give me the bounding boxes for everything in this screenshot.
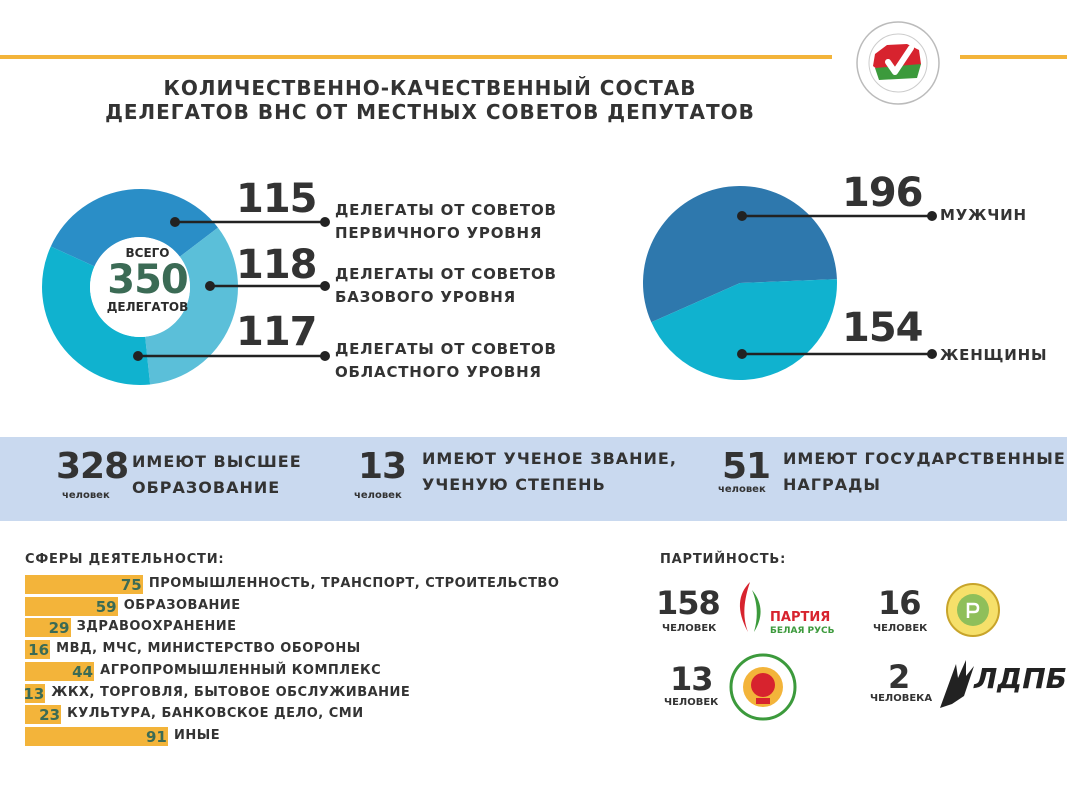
sphere-label-7: КУЛЬТУРА, БАНКОВСКОЕ ДЕЛО, СМИ	[67, 706, 364, 722]
stat-2-unit: человек	[354, 490, 402, 501]
pie-label-men: МУЖЧИН	[940, 206, 1027, 224]
sphere-value-5: 44	[72, 662, 94, 681]
donut-label-2	[335, 263, 557, 309]
party-belaya-rus-line-2: БЕЛАЯ РУСЬ	[770, 626, 835, 636]
party-2-value: 16	[878, 584, 921, 622]
stat-2-value: 13	[358, 446, 407, 487]
party-3-unit: ЧЕЛОВЕК	[664, 697, 719, 708]
sphere-value-8: 91	[146, 727, 167, 746]
sphere-label-2: ОБРАЗОВАНИЕ	[123, 597, 241, 613]
sphere-value-3: 29	[48, 619, 70, 638]
title-line-1: КОЛИЧЕСТВЕННО-КАЧЕСТВЕННЫЙ СОСТАВ	[163, 76, 697, 100]
donut-total-top: ВСЕГО	[125, 246, 170, 260]
sphere-label-3: ЗДРАВООХРАНЕНИЕ	[76, 619, 237, 635]
donut-label-3-line-2: ОБЛАСТНОГО УРОВНЯ	[335, 363, 542, 381]
party-1-unit: ЧЕЛОВЕК	[662, 623, 717, 634]
donut-total-bottom: ДЕЛЕГАТОВ	[106, 300, 189, 314]
party-belaya-rus-logo	[732, 580, 842, 640]
sphere-value-7: 23	[39, 706, 61, 725]
donut-total-value: 350	[107, 257, 188, 303]
donut-value-1: 115	[236, 176, 317, 222]
donut-label-1-line-1: ДЕЛЕГАТЫ ОТ СОВЕТОВ	[335, 201, 557, 219]
party-1-value: 158	[656, 584, 720, 622]
stat-2-text-line-2: УЧЕНУЮ СТЕПЕНЬ	[422, 475, 606, 494]
stat-3-text-line-2: НАГРАДЫ	[783, 475, 881, 494]
sphere-label-8: ИНЫЕ	[174, 727, 221, 743]
stat-1-value: 328	[56, 446, 129, 487]
party-belaya-rus-line-1: ПАРТИЯ	[770, 610, 831, 625]
sphere-label-1: ПРОМЫШЛЕННОСТЬ, ТРАНСПОРТ, СТРОИТЕЛЬСТВО	[148, 576, 560, 591]
party-ldpb-text: ЛДПБ	[974, 662, 1067, 695]
donut-label-3	[335, 338, 557, 384]
sphere-label-4: МВД, МЧС, МИНИСТЕРСТВО ОБОРОНЫ	[56, 641, 361, 657]
party-4-value: 2	[888, 658, 910, 696]
stat-1-text	[132, 449, 302, 501]
stat-3-unit: человек	[718, 484, 766, 495]
party-rpts-logo	[942, 578, 1004, 642]
pie-label-women: ЖЕНЩИНЫ	[940, 346, 1048, 364]
donut-label-1-line-2: ПЕРВИЧНОГО УРОВНЯ	[335, 224, 543, 242]
sphere-value-4: 16	[28, 641, 50, 660]
spheres-title: СФЕРЫ ДЕЯТЕЛЬНОСТИ:	[25, 552, 225, 567]
stat-2-text	[422, 446, 677, 498]
pie-value-women: 154	[842, 305, 923, 351]
donut-value-2: 118	[236, 242, 317, 288]
pie-value-men: 196	[842, 170, 923, 216]
donut-label-3-line-1: ДЕЛЕГАТЫ ОТ СОВЕТОВ	[335, 340, 557, 358]
party-justice-logo	[728, 652, 798, 722]
cec-emblem	[855, 20, 941, 106]
stat-1-text-line-1: ИМЕЮТ ВЫСШЕЕ	[132, 452, 302, 471]
title-line-2: ДЕЛЕГАТОВ ВНС ОТ МЕСТНЫХ СОВЕТОВ ДЕПУТАТОВ	[105, 100, 755, 124]
stat-1-unit: человек	[62, 490, 110, 501]
sphere-value-1: 75	[120, 576, 142, 594]
stat-1-text-line-2: ОБРАЗОВАНИЕ	[132, 478, 281, 497]
top-rule-right	[960, 55, 1067, 59]
donut-label-1	[335, 199, 557, 245]
sphere-value-2: 59	[95, 597, 117, 616]
parties-title: ПАРТИЙНОСТЬ:	[660, 552, 787, 567]
donut-label-2-line-1: ДЕЛЕГАТЫ ОТ СОВЕТОВ	[335, 265, 557, 283]
donut-value-3: 117	[236, 309, 317, 355]
donut-label-2-line-2: БАЗОВОГО УРОВНЯ	[335, 288, 517, 306]
party-4-unit: ЧЕЛОВЕКА	[870, 693, 933, 704]
sphere-label-5: АГРОПРОМЫШЛЕННЫЙ КОМПЛЕКС	[100, 662, 382, 678]
party-2-unit: ЧЕЛОВЕК	[873, 623, 928, 634]
stat-3-text	[783, 446, 1066, 498]
sphere-value-6: 13	[23, 684, 45, 703]
stat-2-text-line-1: ИМЕЮТ УЧЕНОЕ ЗВАНИЕ,	[422, 449, 677, 468]
sphere-label-6: ЖКХ, ТОРГОВЛЯ, БЫТОВОЕ ОБСЛУЖИВАНИЕ	[51, 684, 411, 700]
stat-3-value: 51	[722, 446, 771, 487]
party-3-value: 13	[670, 660, 713, 698]
party-ldpb-logo	[936, 656, 1067, 714]
stat-3-text-line-1: ИМЕЮТ ГОСУДАРСТВЕННЫЕ	[783, 449, 1066, 468]
